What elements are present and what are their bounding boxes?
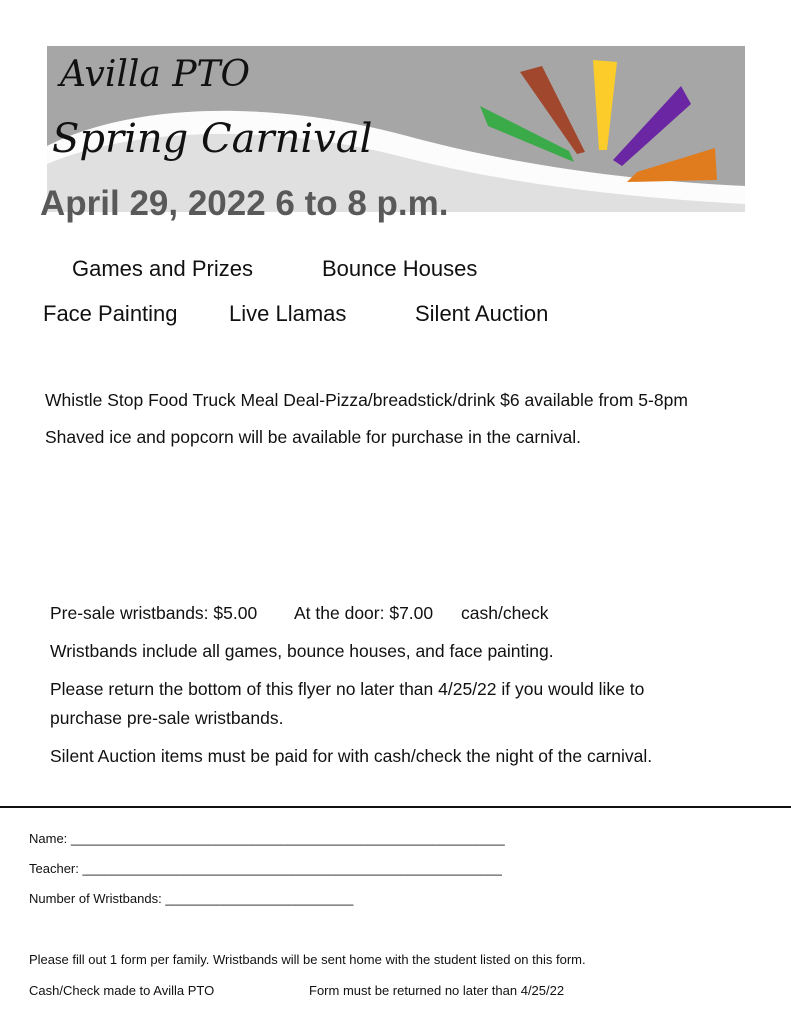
- teacher-label: Teacher:: [29, 861, 79, 876]
- wristband-count-blank-line[interactable]: __________________________: [165, 891, 354, 906]
- name-field[interactable]: [29, 831, 505, 846]
- food-line-1: Whistle Stop Food Truck Meal Deal-Pizza/breadstick/drink $6 available from 5-8pm: [45, 390, 688, 410]
- payment-method: cash/check: [461, 603, 549, 623]
- auction-payment-note: Silent Auction items must be paid for with cash/check the night of the carnival.: [50, 746, 653, 766]
- wristband-count-field[interactable]: [29, 891, 353, 906]
- event-date: April 29, 2022 6 to 8 p.m.: [40, 184, 449, 223]
- payable-to: Cash/Check made to Avilla PTO: [29, 983, 215, 998]
- form-deadline: Form must be returned no later than 4/25/22: [309, 983, 565, 998]
- teacher-field[interactable]: [29, 861, 502, 876]
- wristband-count-label: Number of Wristbands:: [29, 891, 162, 906]
- teacher-blank-line[interactable]: __________________________________________________________: [82, 861, 502, 876]
- door-price: At the door: $7.00: [294, 603, 434, 623]
- return-note-line1: Please return the bottom of this flyer no later than 4/25/22 if you would like to: [50, 679, 645, 699]
- name-blank-line[interactable]: ____________________________________________________________: [70, 831, 505, 846]
- form-instructions: Please fill out 1 form per family. Wristbands will be sent home with the student listed on this form.: [29, 952, 586, 967]
- header-title-line1: Avilla PTO: [60, 54, 251, 95]
- feature-llamas: Live Llamas: [229, 301, 347, 326]
- food-line-2: Shaved ice and popcorn will be available for purchase in the carnival.: [45, 427, 582, 447]
- return-note-line2: purchase pre-sale wristbands.: [50, 708, 284, 728]
- feature-auction: Silent Auction: [415, 301, 549, 326]
- header-title-line2: Spring Carnival: [52, 116, 373, 162]
- feature-bounce: Bounce Houses: [322, 256, 478, 281]
- feature-face: Face Painting: [43, 301, 178, 326]
- name-label: Name:: [29, 831, 68, 846]
- tear-off-divider: [0, 806, 791, 808]
- presale-price: Pre-sale wristbands: $5.00: [50, 603, 258, 623]
- feature-games: Games and Prizes: [72, 256, 253, 281]
- wristband-includes: Wristbands include all games, bounce houses, and face painting.: [50, 641, 554, 661]
